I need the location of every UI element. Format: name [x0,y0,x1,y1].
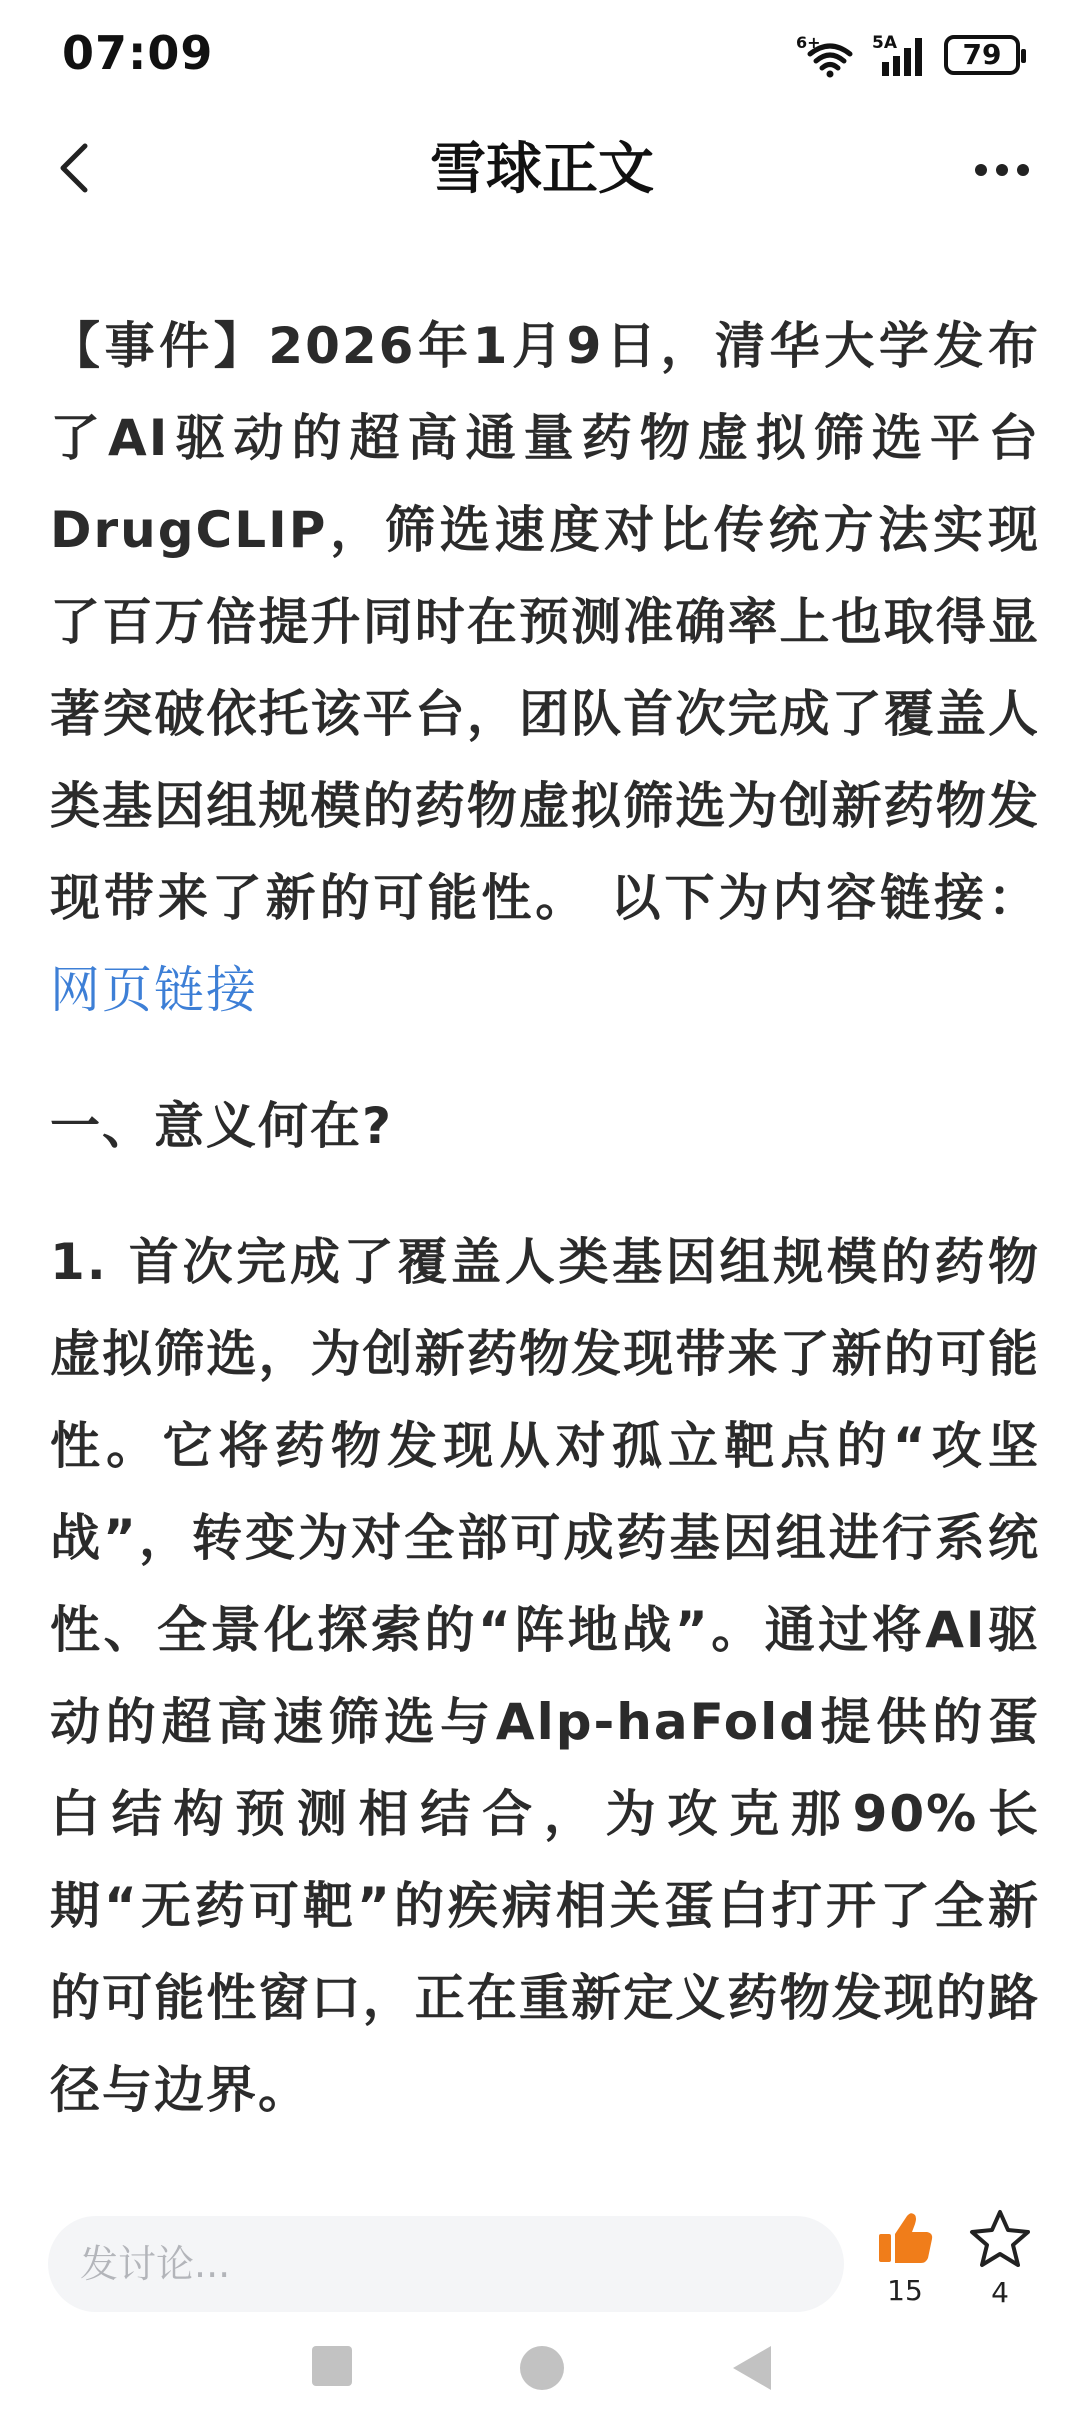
recent-apps-button[interactable] [312,2346,352,2386]
battery-level: 79 [962,38,1002,71]
system-back-button[interactable] [733,2346,771,2390]
status-icons [796,32,1020,78]
comment-input[interactable] [78,2241,844,2287]
like-button[interactable] [860,2208,950,2307]
star-icon [955,2208,1045,2270]
favorite-count: 4 [991,2276,1009,2309]
article-body [50,300,1040,2136]
comment-bar[interactable] [48,2216,844,2312]
thumbs-up-icon [860,2208,950,2268]
more-dots-icon [975,164,987,176]
article-web-link[interactable]: 网页链接 [50,961,258,1019]
like-count: 15 [887,2274,923,2307]
cell-network-label: 5A [872,33,897,53]
status-bar [0,0,1084,110]
page-title: 雪球正文 [430,137,654,202]
battery-icon [944,35,1020,75]
system-nav-bar [0,2336,1084,2412]
favorite-button[interactable] [955,2208,1045,2309]
article-section-heading: 一、意义何在? [50,1097,394,1155]
status-time: 07:09 [62,26,214,80]
more-dot [996,164,1008,176]
more-button[interactable] [962,132,1042,208]
header [0,110,1084,230]
more-dot [1017,164,1029,176]
signal-icon [872,32,930,78]
wifi-network-label: 6+ [796,33,821,52]
wifi-icon [796,32,858,78]
article-intro-text: 【事件】2026年1月9日，清华大学发布了AI驱动的超高通量药物虚拟筛选平台DrugCLIP，筛选速度对比传统方法实现了百万倍提升同时在预测准确率上也取得显著突破依托该平台，团队首次完成了覆盖人类基因组规模的药物虚拟筛选为创新药物发现带来了新的可能性。 以下为内容链接： [50,317,1040,927]
article-intro-paragraph [50,300,1040,1036]
article-point-1: 1. 首次完成了覆盖人类基因组规模的药物虚拟筛选，为创新药物发现带来了新的可能性。它将药物发现从对孤立靶点的“攻坚战”，转变为对全部可成药基因组进行系统性、全景化探索的“阵地战”。通过将AI驱动的超高速筛选与Alp-haFold提供的蛋白结构预测相结合，为攻克那90%长期“无药可靶”的疾病相关蛋白打开了全新的可能性窗口，正在重新定义药物发现的路径与边界。 [50,1233,1040,2119]
home-button[interactable] [520,2346,564,2390]
